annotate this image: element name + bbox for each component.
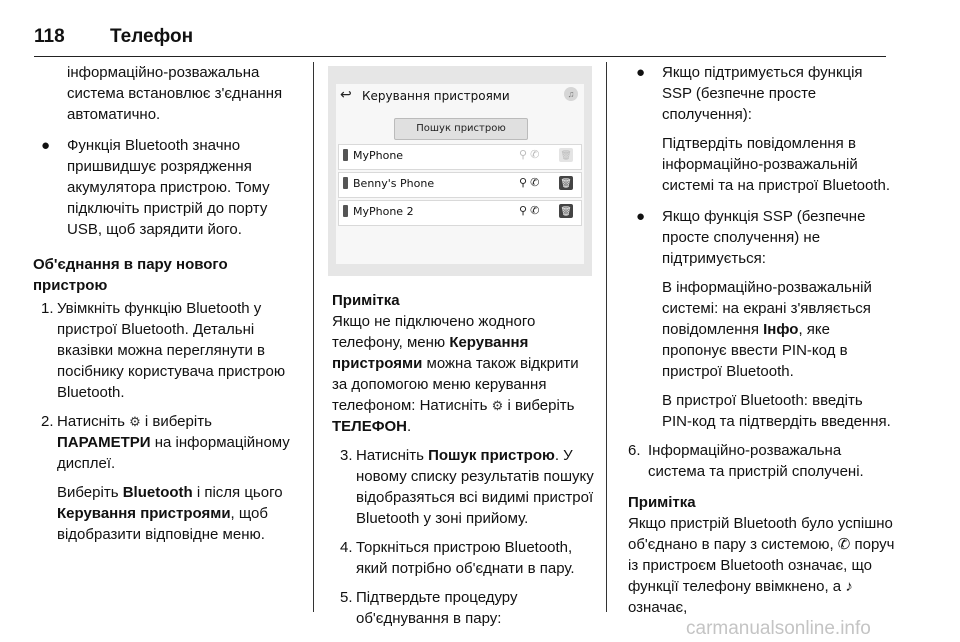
note-title: Примітка <box>332 292 400 309</box>
step-keyword: Пошук пристрою <box>428 447 555 464</box>
gear-icon: ⚙ <box>129 414 141 429</box>
step-text: . У новому списку результатів пошуку відобразяться всі видимі пристрої Bluetooth у зоні прийому. <box>356 447 594 527</box>
page-header <box>34 26 886 57</box>
bullet-text: Функція Bluetooth значно пришвидшує розрядження акумулятора пристрою. Тому підключіть пристрій до порту USB, щоб зарядити його. <box>67 137 270 238</box>
step-5 <box>332 587 596 629</box>
step-number: 5. <box>340 589 353 606</box>
step-3 <box>332 445 596 529</box>
step-text: і виберіть <box>144 413 212 430</box>
phone-icon <box>343 205 348 217</box>
trash-icon[interactable]: 🗑 <box>560 178 572 188</box>
bullet-continuation: В пристрої Bluetooth: введіть PIN-код та підтвердіть введення. <box>662 392 891 430</box>
step-1 <box>33 298 303 403</box>
step-number: 6. <box>628 442 641 459</box>
column-right <box>628 62 896 618</box>
note-keyword: Керування пристроями <box>332 334 529 372</box>
column-left <box>33 62 303 545</box>
step-number: 1. <box>41 300 54 317</box>
list-item <box>628 62 896 196</box>
step-4 <box>332 537 596 579</box>
watermark: carmanualsonline.info <box>686 618 871 639</box>
intro-text: інформаційно-розважальна система встановлює з'єднання автоматично. <box>67 64 283 123</box>
note-title: Примітка <box>628 494 696 511</box>
device-manager-screenshot <box>328 66 592 276</box>
step-2 <box>33 411 303 545</box>
search-device-button[interactable]: Пошук пристрою <box>394 118 528 140</box>
step-text: на інформаційному дисплеї. <box>57 434 290 472</box>
step-text: Виберіть <box>57 484 119 501</box>
bullet-continuation <box>662 277 896 382</box>
device-row[interactable] <box>338 172 582 198</box>
step-text: Інформаційно-розважальна система та пристрій сполучені. <box>648 442 864 480</box>
step-text: і після цього <box>196 484 283 501</box>
connection-icons: ⚲ ✆ <box>519 205 540 217</box>
note-text-part: можна також відкрити за допомогою меню керування телефоном: Натисніть <box>332 355 579 414</box>
step-number: 2. <box>41 413 54 430</box>
step-keyword: Bluetooth <box>122 484 193 501</box>
bullet-icon: ● <box>636 208 646 225</box>
connection-icons: ⚲ ✆ <box>519 149 540 161</box>
note-keyword: ТЕЛЕФОН <box>332 418 407 435</box>
bullet-text-part: , яке пропонує ввести PIN-код в пристрої Bluetooth. <box>662 321 848 380</box>
note-text-part: . <box>407 418 412 435</box>
note-text-part: Якщо не підключено жодного телефону, меню <box>332 313 536 351</box>
note-text-part: поруч із пристроєм Bluetooth означає, що функції телефону ввімкнено, а <box>628 536 895 595</box>
step-6 <box>628 440 896 482</box>
device-row[interactable] <box>338 144 582 170</box>
phone-icon: ✆ <box>837 536 851 553</box>
step-continuation <box>57 482 303 545</box>
column-divider <box>313 62 314 612</box>
bullet-continuation: Підтвердіть повідомлення в інформаційно-розважальній системі та на пристрої Bluetooth. <box>662 135 891 194</box>
section-heading: Об'єднання в пару нового пристрою <box>33 256 228 294</box>
infotainment-screen <box>336 84 584 264</box>
trash-icon[interactable]: 🗑 <box>560 150 572 160</box>
bullet-text: Якщо підтримується функція SSP (безпечне просте сполучення): <box>662 64 863 123</box>
device-name: MyPhone 2 <box>353 205 414 218</box>
music-icon: ♪ <box>845 578 853 595</box>
list-item <box>33 135 303 240</box>
page-title: Телефон <box>110 26 194 47</box>
screen-title-bar <box>336 84 584 112</box>
phone-icon <box>343 177 348 189</box>
step-keyword: ПАРАМЕТРИ <box>57 434 151 451</box>
page-number: 118 <box>34 26 65 47</box>
step-text: Натисніть <box>356 447 424 464</box>
bullet-icon: ● <box>41 137 51 154</box>
note-text-part: означає, <box>628 599 688 616</box>
music-icon[interactable]: ♫ <box>564 87 578 101</box>
note-text-part: і виберіть <box>507 397 575 414</box>
step-text: Підтвердьте процедуру об'єднування в пару: <box>356 589 518 627</box>
connection-icons: ⚲ ✆ <box>519 177 540 189</box>
step-text: Увімкніть функцію Bluetooth у пристрої Bluetooth. Детальні вказівки можна переглянути в посібнику користувача пристрою Bluetooth. <box>57 300 286 401</box>
bullet-text-part: В інформаційно-розважальній системі: на екрані з'являється повідомлення <box>662 279 872 338</box>
step-number: 4. <box>340 539 353 556</box>
bullet-text: Якщо функція SSP (безпечне просте сполучення) не підтримується: <box>662 208 866 267</box>
list-item <box>628 206 896 432</box>
step-text: Торкніться пристрою Bluetooth, який потрібно об'єднати в пару. <box>356 539 575 577</box>
bullet-keyword: Інфо <box>763 321 799 338</box>
trash-icon[interactable]: 🗑 <box>560 206 572 216</box>
column-divider <box>606 62 607 612</box>
step-number: 3. <box>340 447 353 464</box>
step-text: , щоб відобразити відповідне меню. <box>57 505 268 543</box>
step-text: Натисніть <box>57 413 125 430</box>
back-icon[interactable]: ↩ <box>340 86 352 102</box>
screen-title: Керування пристроями <box>362 89 510 103</box>
device-name: Benny's Phone <box>353 177 435 190</box>
phone-icon <box>343 149 348 161</box>
column-middle <box>332 290 596 629</box>
bullet-icon: ● <box>636 64 646 81</box>
gear-icon: ⚙ <box>491 398 504 413</box>
note-text <box>332 311 596 437</box>
step-keyword: Керування пристроями <box>57 505 231 522</box>
device-row[interactable] <box>338 200 582 226</box>
device-name: MyPhone <box>353 149 404 162</box>
note-text-part: Якщо пристрій Bluetooth було успішно об'єднано в пару з системою, <box>628 515 893 553</box>
note-text <box>628 513 896 618</box>
